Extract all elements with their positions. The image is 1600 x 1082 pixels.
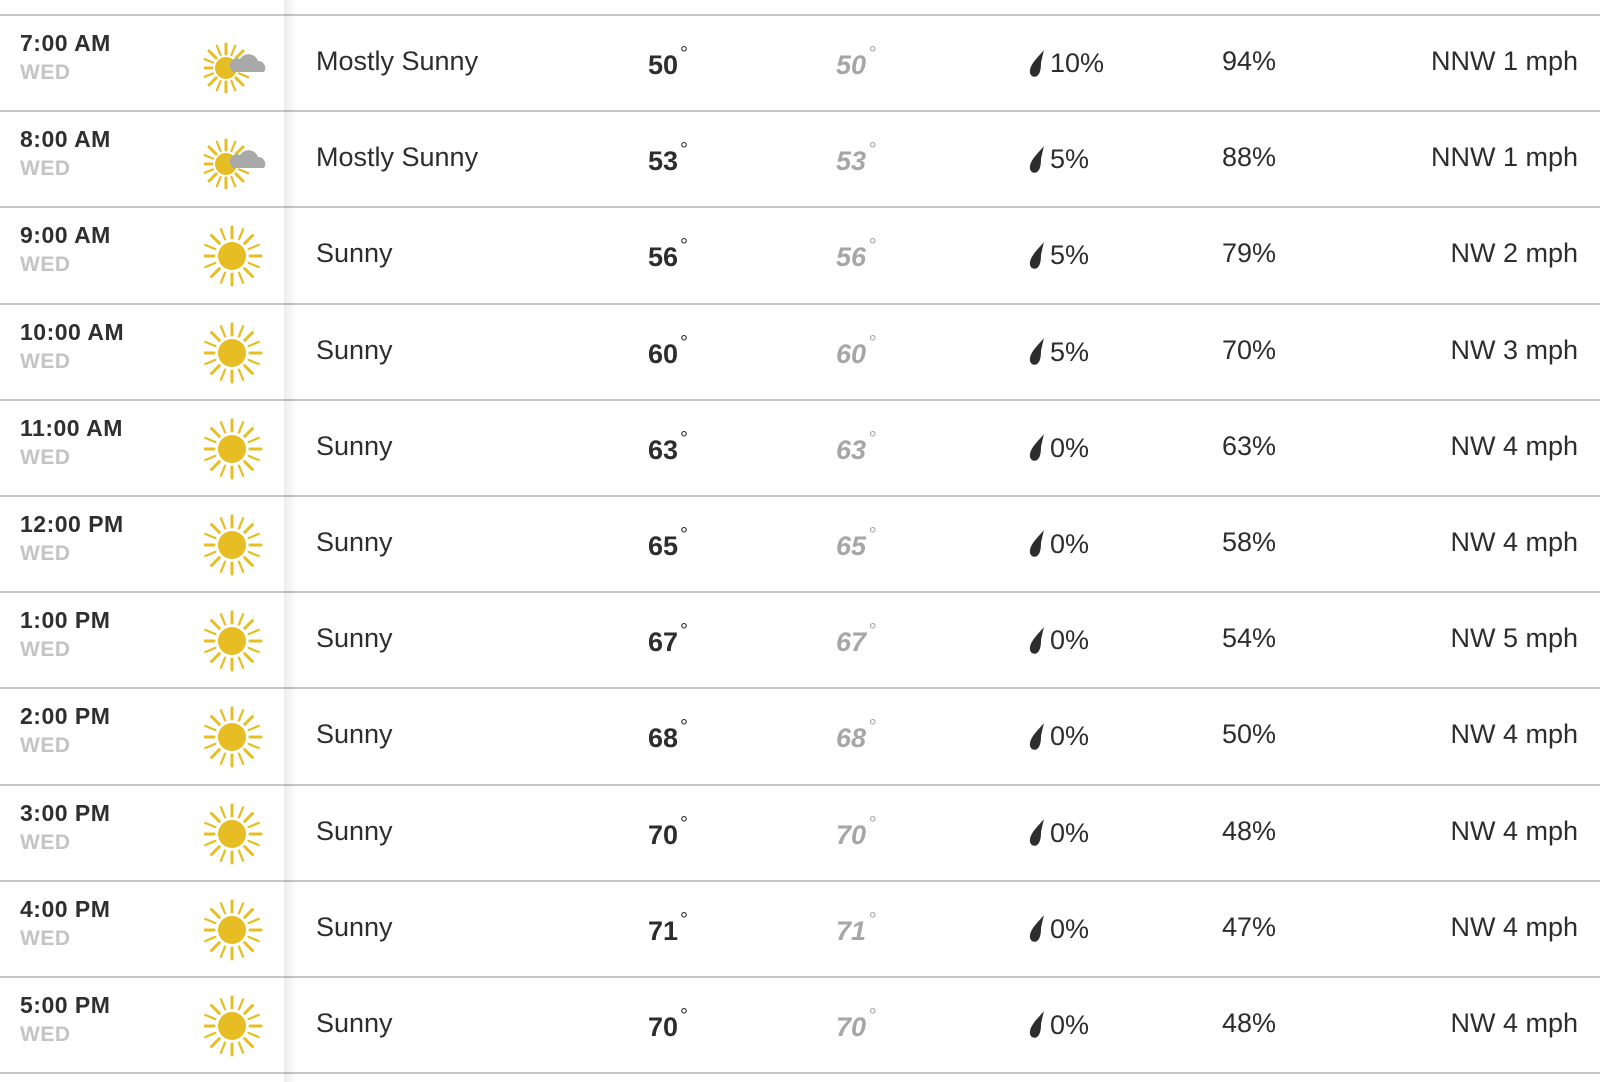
degree-symbol: ° <box>868 43 877 65</box>
row-precipitation: 0% <box>1028 529 1089 560</box>
row-feels-like: 71 ° <box>836 908 877 946</box>
row-condition: Sunny <box>316 719 393 750</box>
row-time: 7:00 AM <box>20 30 111 56</box>
degree-symbol: ° <box>868 139 877 162</box>
row-precipitation: 5% <box>1028 240 1089 271</box>
row-feels-like: 65 ° <box>836 523 877 561</box>
row-wind: NNW 1 mph <box>1430 46 1578 76</box>
degree-symbol: ° <box>868 427 877 450</box>
row-day: WED <box>20 638 71 662</box>
sunny-icon <box>204 417 268 481</box>
row-condition: Sunny <box>316 526 393 557</box>
row-humidity: 48% <box>1222 1007 1277 1038</box>
raindrop-icon <box>1028 722 1046 752</box>
row-humidity: 54% <box>1222 623 1277 654</box>
row-precipitation: 0% <box>1028 914 1089 945</box>
sunny-icon <box>204 609 268 673</box>
hourly-rows <box>0 16 1600 1074</box>
degree-symbol: ° <box>680 523 689 546</box>
degree-symbol: ° <box>680 139 689 162</box>
degree-symbol: ° <box>868 812 877 835</box>
row-humidity: 58% <box>1222 526 1277 557</box>
raindrop-icon <box>1028 818 1046 848</box>
row-day: WED <box>20 734 71 758</box>
row-day: WED <box>20 926 71 950</box>
row-time: 12:00 PM <box>20 510 124 537</box>
row-precipitation: 5% <box>1028 144 1089 175</box>
row-temperature: 65 ° <box>648 523 689 561</box>
row-condition: Sunny <box>316 911 393 942</box>
raindrop-icon <box>1028 529 1046 559</box>
row-humidity: 79% <box>1222 238 1277 269</box>
sunny-icon <box>204 898 268 962</box>
hourly-row[interactable] <box>0 16 1600 112</box>
row-feels-like: 63 ° <box>836 427 877 465</box>
row-wind: NW 4 mph <box>1450 1007 1578 1038</box>
hourly-row[interactable] <box>0 112 1600 208</box>
row-humidity: 48% <box>1222 815 1277 846</box>
row-time: 9:00 AM <box>20 222 111 249</box>
degree-symbol: ° <box>680 812 689 835</box>
raindrop-icon <box>1028 626 1046 656</box>
row-temperature: 70 ° <box>648 1004 689 1042</box>
sunny-icon <box>204 705 268 769</box>
row-time: 5:00 PM <box>20 991 111 1018</box>
row-day: WED <box>20 1022 71 1046</box>
row-temperature: 70 ° <box>648 812 689 850</box>
row-humidity: 94% <box>1222 46 1277 76</box>
row-temperature: 53 ° <box>648 139 689 177</box>
raindrop-icon <box>1028 914 1046 944</box>
row-time: 2:00 PM <box>20 703 111 730</box>
row-condition: Sunny <box>316 1007 393 1038</box>
row-condition: Sunny <box>316 334 393 365</box>
row-precipitation: 0% <box>1028 625 1089 656</box>
row-feels-like: 67 ° <box>836 620 877 658</box>
degree-symbol: ° <box>868 523 877 546</box>
row-day: WED <box>20 61 71 84</box>
hourly-row[interactable] <box>0 305 1600 401</box>
degree-symbol: ° <box>680 620 689 643</box>
degree-symbol: ° <box>680 908 689 931</box>
raindrop-icon <box>1028 337 1046 367</box>
degree-symbol: ° <box>680 427 689 450</box>
row-precipitation: 0% <box>1028 818 1089 849</box>
sunny-icon <box>204 321 268 385</box>
hourly-row[interactable] <box>0 978 1600 1074</box>
row-wind: NW 4 mph <box>1450 719 1578 750</box>
degree-symbol: ° <box>868 716 877 739</box>
raindrop-icon <box>1028 145 1046 175</box>
row-time: 11:00 AM <box>20 414 123 441</box>
row-temperature: 56 ° <box>648 235 689 273</box>
hourly-row[interactable] <box>0 786 1600 882</box>
hourly-row[interactable] <box>0 689 1600 785</box>
degree-symbol: ° <box>680 1004 689 1027</box>
sunny-icon <box>204 224 268 288</box>
row-feels-like: 70 ° <box>836 1004 877 1042</box>
row-feels-like: 53 ° <box>836 139 877 177</box>
row-feels-like: 50 ° <box>836 43 877 80</box>
row-feels-like: 68 ° <box>836 716 877 754</box>
row-wind: NW 4 mph <box>1450 430 1578 461</box>
degree-symbol: ° <box>868 331 877 354</box>
row-humidity: 63% <box>1222 430 1277 461</box>
row-wind: NW 2 mph <box>1450 238 1578 269</box>
row-wind: NW 4 mph <box>1450 815 1578 846</box>
row-day: WED <box>20 349 71 373</box>
row-day: WED <box>20 541 71 565</box>
row-precipitation: 0% <box>1028 721 1089 752</box>
row-temperature: 68 ° <box>648 716 689 754</box>
sunny-icon <box>204 513 268 577</box>
hourly-row[interactable] <box>0 497 1600 593</box>
degree-symbol: ° <box>680 331 689 354</box>
row-condition: Sunny <box>316 623 393 654</box>
row-time: 8:00 AM <box>20 126 111 153</box>
degree-symbol: ° <box>680 43 689 65</box>
row-humidity: 50% <box>1222 719 1277 750</box>
row-day: WED <box>20 253 71 277</box>
row-temperature: 71 ° <box>648 908 689 946</box>
sunny-icon <box>204 802 268 866</box>
row-feels-like: 70 ° <box>836 812 877 850</box>
mostly-sunny-icon <box>204 32 268 96</box>
row-time: 10:00 AM <box>20 318 125 345</box>
row-humidity: 70% <box>1222 334 1277 365</box>
row-condition: Mostly Sunny <box>316 142 479 173</box>
row-precipitation: 5% <box>1028 337 1089 368</box>
degree-symbol: ° <box>680 716 689 739</box>
degree-symbol: ° <box>868 620 877 643</box>
row-wind: NNW 1 mph <box>1430 142 1578 173</box>
row-time: 1:00 PM <box>20 607 111 634</box>
row-feels-like: 56 ° <box>836 235 877 273</box>
hourly-row[interactable] <box>0 882 1600 978</box>
raindrop-icon <box>1028 433 1046 463</box>
row-condition: Sunny <box>316 815 393 846</box>
mostly-sunny-icon <box>204 128 268 192</box>
row-condition: Mostly Sunny <box>316 46 479 76</box>
row-condition: Sunny <box>316 430 393 461</box>
row-day: WED <box>20 830 71 854</box>
degree-symbol: ° <box>868 908 877 931</box>
hourly-row[interactable] <box>0 208 1600 304</box>
row-humidity: 88% <box>1222 142 1277 173</box>
hourly-row[interactable] <box>0 593 1600 689</box>
row-temperature: 67 ° <box>648 620 689 658</box>
raindrop-icon <box>1028 49 1046 79</box>
row-time: 4:00 PM <box>20 895 111 922</box>
raindrop-icon <box>1028 241 1046 271</box>
row-precipitation: 0% <box>1028 433 1089 464</box>
row-feels-like: 60 ° <box>836 331 877 369</box>
degree-symbol: ° <box>868 1004 877 1027</box>
row-wind: NW 4 mph <box>1450 911 1578 942</box>
raindrop-icon <box>1028 1010 1046 1040</box>
row-temperature: 50 ° <box>648 43 689 80</box>
row-precipitation: 0% <box>1028 1010 1089 1041</box>
degree-symbol: ° <box>868 235 877 258</box>
row-wind: NW 5 mph <box>1450 623 1578 654</box>
row-wind: NW 3 mph <box>1450 334 1578 365</box>
sunny-icon <box>204 994 268 1058</box>
row-temperature: 63 ° <box>648 427 689 465</box>
hourly-row[interactable] <box>0 401 1600 497</box>
row-day: WED <box>20 445 71 469</box>
row-time: 3:00 PM <box>20 799 111 826</box>
row-wind: NW 4 mph <box>1450 526 1578 557</box>
row-day: WED <box>20 157 71 181</box>
degree-symbol: ° <box>680 235 689 258</box>
row-condition: Sunny <box>316 238 393 269</box>
row-humidity: 47% <box>1222 911 1277 942</box>
row-temperature: 60 ° <box>648 331 689 369</box>
row-precipitation: 10% <box>1028 48 1104 79</box>
